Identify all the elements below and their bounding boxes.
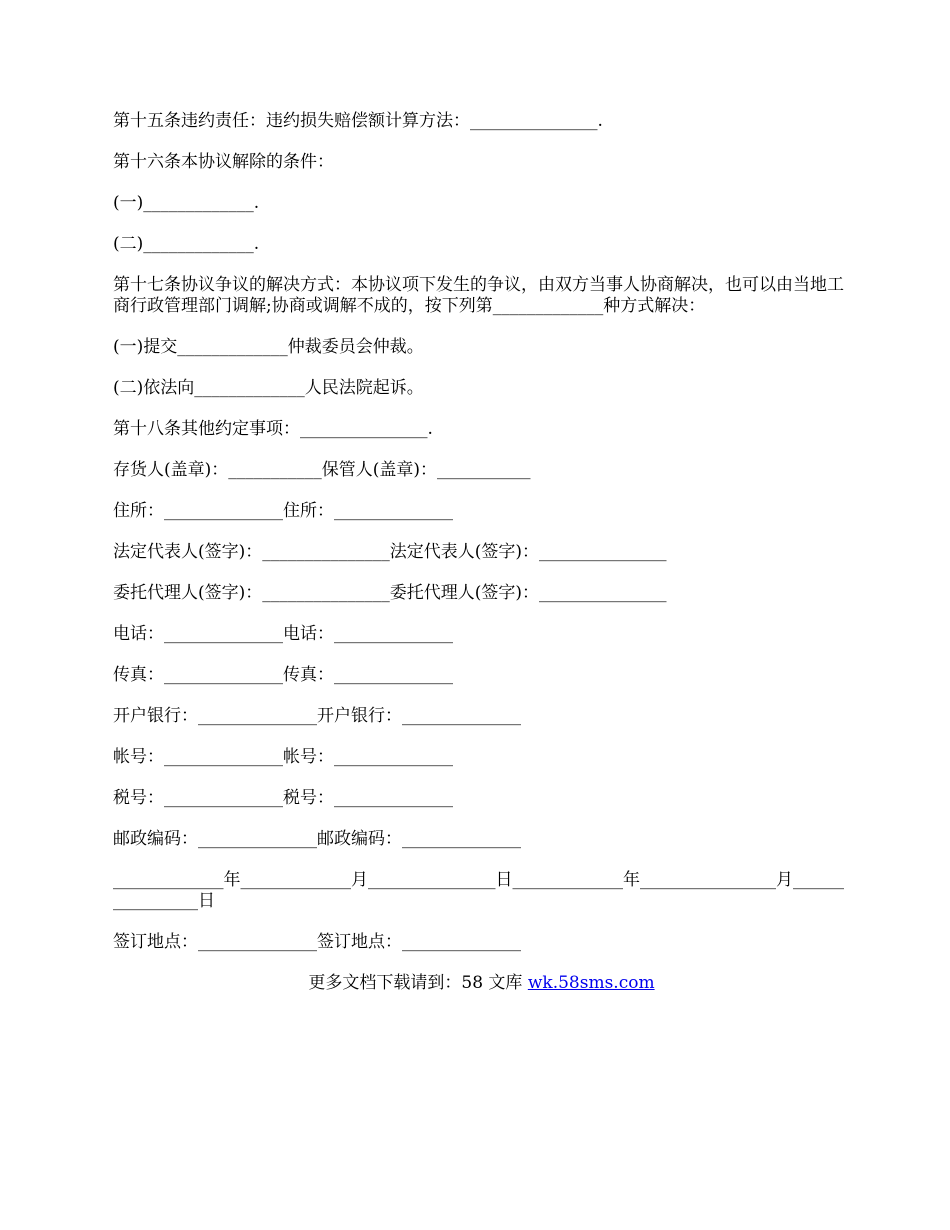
- clause-17-option-court: (二)依法向_____________人民法院起诉。: [113, 378, 424, 398]
- signature-phone: 电话：______________电话：______________: [113, 624, 453, 644]
- signature-authorized-agent: 委托代理人(签字)：_______________委托代理人(签字)：_______________: [113, 583, 667, 603]
- signature-bank: 开户银行：______________开户银行：______________: [113, 706, 521, 726]
- clause-16-item-1: (一)_____________.: [113, 193, 260, 213]
- signature-postal-code: 邮政编码：______________邮政编码：______________: [113, 829, 521, 849]
- clause-17-option-arbitration: (一)提交_____________仲裁委员会仲裁。: [113, 337, 424, 357]
- footer-text: 更多文档下载请到：58 文库: [308, 973, 528, 993]
- footer-download-note: [113, 973, 850, 994]
- signature-address: 住所：______________住所：______________: [113, 501, 453, 521]
- signature-fax: 传真：______________传真：______________: [113, 665, 453, 685]
- clause-16-item-2: (二)_____________.: [113, 234, 260, 254]
- clause-16-termination-conditions: 第十六条本协议解除的条件：: [113, 152, 334, 172]
- clause-18-other-matters: 第十八条其他约定事项：_______________.: [113, 419, 433, 439]
- signature-legal-representative: 法定代表人(签字)：_______________法定代表人(签字)：_______________: [113, 542, 667, 562]
- signature-tax-number: 税号：______________税号：______________: [113, 788, 453, 808]
- signature-date: _____________年_____________月_______________日_____________年________________月________________日: [113, 870, 844, 911]
- footer-link[interactable]: wk.58sms.com: [527, 973, 655, 993]
- clause-17-dispute-resolution: 第十七条协议争议的解决方式：本协议项下发生的争议，由双方当事人协商解决，也可以由当地工商行政管理部门调解;协商或调解不成的，按下列第_____________种方式解决：: [113, 275, 844, 316]
- signature-place: 签订地点：______________签订地点：______________: [113, 932, 521, 952]
- signature-depositor-custodian: 存货人(盖章)：___________保管人(盖章)：___________: [113, 460, 531, 480]
- signature-account-number: 帐号：______________帐号：______________: [113, 747, 453, 767]
- clause-15-breach-liability: 第十五条违约责任：违约损失赔偿额计算方法：_______________.: [113, 111, 603, 131]
